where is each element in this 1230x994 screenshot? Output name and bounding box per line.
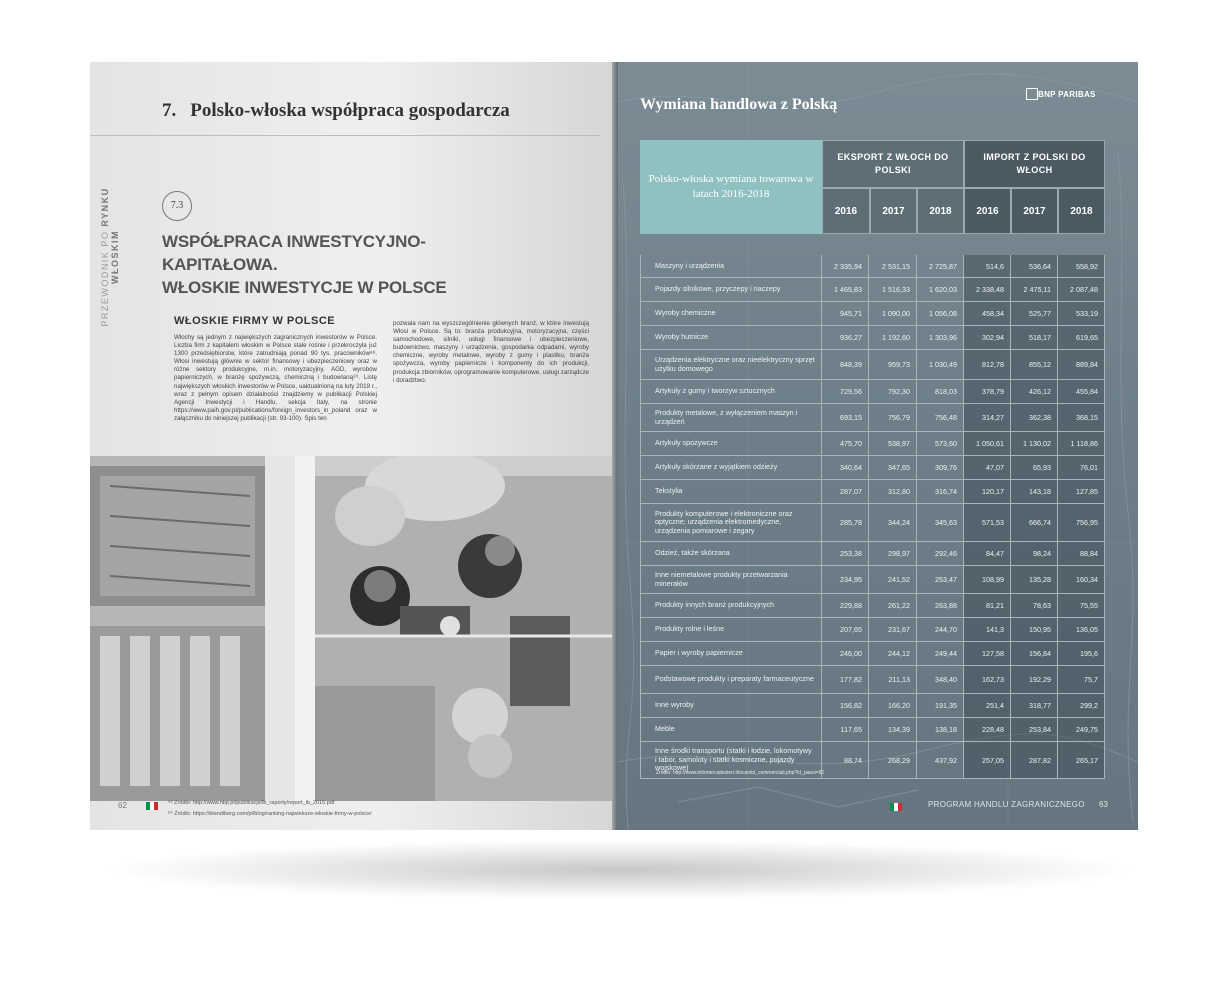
row-label: Produkty komputerowe i elektroniczne oraz optyczne; urządzenia elektromedyczne, urządzenia pomiarowe i zegary — [640, 504, 822, 541]
import-value-cell: 362,38 — [1011, 404, 1058, 431]
row-label: Podstawowe produkty i preparaty farmaceutyczne — [640, 666, 822, 693]
export-value-cell: 340,64 — [822, 456, 869, 479]
export-value-cell: 437,92 — [917, 742, 964, 778]
table-row — [640, 666, 1105, 694]
row-label: Produkty rolne i leśne — [640, 618, 822, 641]
export-value-cell: 156,82 — [822, 694, 869, 717]
export-value-cell: 2 335,94 — [822, 255, 869, 277]
import-value-cell: 84,47 — [964, 542, 1011, 565]
section-number-badge: 7.3 — [162, 191, 192, 221]
book-shadow — [100, 840, 1140, 900]
export-group-header: EKSPORT Z WŁOCH DO POLSKI — [822, 140, 964, 188]
chapter-number: 7. — [162, 100, 177, 121]
import-value-cell: 2 475,11 — [1011, 278, 1058, 301]
export-value-cell: 573,60 — [917, 432, 964, 455]
header-rule — [90, 135, 600, 136]
export-value-cell: 1 192,60 — [870, 326, 917, 349]
import-value-cell: 426,12 — [1011, 380, 1058, 403]
import-value-cell: 257,05 — [964, 742, 1011, 778]
import-value-cell: 558,92 — [1058, 255, 1105, 277]
footer-program-label: PROGRAM HANDLU ZAGRANICZNEGO — [928, 800, 1085, 809]
chapter-title — [162, 100, 510, 122]
table-row — [640, 718, 1105, 742]
import-value-cell: 287,82 — [1011, 742, 1058, 778]
export-value-cell: 292,46 — [917, 542, 964, 565]
year-header: 2016 — [822, 188, 870, 234]
year-header: 2016 — [964, 188, 1011, 234]
export-value-cell: 1 465,83 — [822, 278, 869, 301]
export-value-cell: 312,80 — [870, 480, 917, 503]
export-value-cell: 316,74 — [917, 480, 964, 503]
row-label: Artykuły spożywcze — [640, 432, 822, 455]
table-row — [640, 618, 1105, 642]
export-value-cell: 756,79 — [870, 404, 917, 431]
import-value-cell: 76,01 — [1058, 456, 1105, 479]
export-value-cell: 287,07 — [822, 480, 869, 503]
export-value-cell: 138,18 — [917, 718, 964, 741]
export-value-cell: 263,88 — [917, 594, 964, 617]
import-value-cell: 2 087,48 — [1058, 278, 1105, 301]
import-value-cell: 141,3 — [964, 618, 1011, 641]
row-label: Inne niemetalowe produkty przetwarzania minerałów — [640, 566, 822, 593]
export-value-cell: 191,35 — [917, 694, 964, 717]
export-value-cell: 234,95 — [822, 566, 869, 593]
side-guide-label: PRZEWODNIK PO RYNKU WŁOSKIM — [100, 187, 120, 327]
import-value-cell: 812,78 — [964, 350, 1011, 379]
export-value-cell: 166,20 — [870, 694, 917, 717]
import-value-cell: 251,4 — [964, 694, 1011, 717]
table-row — [640, 302, 1105, 326]
export-value-cell: 309,76 — [917, 456, 964, 479]
trade-table-body — [640, 255, 1105, 779]
export-value-cell: 729,56 — [822, 380, 869, 403]
factory-photo — [90, 456, 615, 801]
export-value-cell: 475,70 — [822, 432, 869, 455]
table-row — [640, 404, 1105, 432]
import-value-cell: 1 130,02 — [1011, 432, 1058, 455]
import-value-cell: 150,95 — [1011, 618, 1058, 641]
table-row — [640, 566, 1105, 594]
import-value-cell: 302,94 — [964, 326, 1011, 349]
export-value-cell: 2 725,87 — [917, 255, 964, 277]
row-label: Wyroby chemiczne — [640, 302, 822, 325]
import-value-cell: 192,29 — [1011, 666, 1058, 693]
row-label: Inne wyroby — [640, 694, 822, 717]
export-value-cell: 1 090,00 — [870, 302, 917, 325]
export-value-cell: 936,27 — [822, 326, 869, 349]
subheading: WŁOSKIE FIRMY W POLSCE — [174, 315, 336, 327]
year-header: 2017 — [870, 188, 917, 234]
export-value-cell: 229,88 — [822, 594, 869, 617]
import-value-cell: 75,55 — [1058, 594, 1105, 617]
row-label: Pojazdy silnikowe, przyczepy i naczepy — [640, 278, 822, 301]
import-value-cell: 368,15 — [1058, 404, 1105, 431]
export-value-cell: 345,63 — [917, 504, 964, 541]
import-value-cell: 127,85 — [1058, 480, 1105, 503]
import-value-cell: 1 050,61 — [964, 432, 1011, 455]
export-value-cell: 253,38 — [822, 542, 869, 565]
export-value-cell: 538,97 — [870, 432, 917, 455]
export-value-cell: 348,40 — [917, 666, 964, 693]
export-value-cell: 1 620,03 — [917, 278, 964, 301]
right-page — [618, 62, 1138, 830]
export-value-cell: 693,15 — [822, 404, 869, 431]
import-value-cell: 228,48 — [964, 718, 1011, 741]
table-row — [640, 594, 1105, 618]
chapter-title-text: Polsko-włoska współpraca gospodarcza — [190, 100, 510, 121]
import-value-cell: 889,84 — [1058, 350, 1105, 379]
export-value-cell: 231,67 — [870, 618, 917, 641]
table-row — [640, 642, 1105, 666]
table-row — [640, 380, 1105, 404]
table-row — [640, 432, 1105, 456]
bnp-logo-icon — [1026, 88, 1038, 100]
import-value-cell: 299,2 — [1058, 694, 1105, 717]
table-row — [640, 542, 1105, 566]
export-value-cell: 285,78 — [822, 504, 869, 541]
italy-flag-icon — [890, 803, 902, 811]
import-value-cell: 571,53 — [964, 504, 1011, 541]
import-value-cell: 78,63 — [1011, 594, 1058, 617]
import-value-cell: 135,28 — [1011, 566, 1058, 593]
year-header: 2018 — [1058, 188, 1105, 234]
export-value-cell: 959,73 — [870, 350, 917, 379]
export-value-cell: 88,74 — [822, 742, 869, 778]
export-value-cell: 298,97 — [870, 542, 917, 565]
export-value-cell: 241,52 — [870, 566, 917, 593]
export-value-cell: 756,48 — [917, 404, 964, 431]
row-label: Inne środki transportu (statki i łodzie, lokomotywy i tabor, samoloty i statki kosmiczne, pojazdy wojskowe) — [640, 742, 822, 778]
footnote-1: ⁸⁸ Źródło: http://www.nbp.pl/publikacje/lb_raporty/report_ib_2016.pdf — [168, 800, 335, 806]
import-value-cell: 120,17 — [964, 480, 1011, 503]
export-value-cell: 253,47 — [917, 566, 964, 593]
italy-flag-icon — [146, 802, 158, 810]
row-label: Papier i wyroby papiernicze — [640, 642, 822, 665]
import-value-cell: 518,17 — [1011, 326, 1058, 349]
import-value-cell: 666,74 — [1011, 504, 1058, 541]
export-value-cell: 1 056,08 — [917, 302, 964, 325]
import-value-cell: 455,84 — [1058, 380, 1105, 403]
row-label: Wyroby hutnicze — [640, 326, 822, 349]
export-value-cell: 207,65 — [822, 618, 869, 641]
export-value-cell: 246,00 — [822, 642, 869, 665]
export-value-cell: 344,24 — [870, 504, 917, 541]
import-value-cell: 65,93 — [1011, 456, 1058, 479]
export-value-cell: 177,82 — [822, 666, 869, 693]
row-label: Tekstylia — [640, 480, 822, 503]
import-value-cell: 98,24 — [1011, 542, 1058, 565]
table-row — [640, 255, 1105, 278]
import-value-cell: 855,12 — [1011, 350, 1058, 379]
import-value-cell: 1 118,86 — [1058, 432, 1105, 455]
footnote-2: ⁸⁹ Źródło: https://blandiberg.com/pl/blog/ranking-najwieksze-wloskie-firmy-w-polsce/ — [168, 811, 372, 817]
export-value-cell: 2 531,15 — [870, 255, 917, 277]
table-row — [640, 694, 1105, 718]
table-row — [640, 480, 1105, 504]
import-value-cell: 458,34 — [964, 302, 1011, 325]
export-value-cell: 244,70 — [917, 618, 964, 641]
export-value-cell: 945,71 — [822, 302, 869, 325]
page-number-left: 62 — [118, 801, 127, 810]
import-value-cell: 127,58 — [964, 642, 1011, 665]
import-value-cell: 318,77 — [1011, 694, 1058, 717]
import-value-cell: 314,27 — [964, 404, 1011, 431]
table-row — [640, 456, 1105, 480]
export-value-cell: 117,65 — [822, 718, 869, 741]
table-source: Źródło: http://www.infomercatiesteri.it/scambi_commerciali.php?id_paesi=81 — [656, 770, 825, 776]
import-value-cell: 47,07 — [964, 456, 1011, 479]
import-value-cell: 253,84 — [1011, 718, 1058, 741]
import-value-cell: 536,64 — [1011, 255, 1058, 277]
import-value-cell: 525,77 — [1011, 302, 1058, 325]
import-value-cell: 514,6 — [964, 255, 1011, 277]
export-value-cell: 1 516,33 — [870, 278, 917, 301]
import-value-cell: 136,05 — [1058, 618, 1105, 641]
export-value-cell: 848,39 — [822, 350, 869, 379]
export-value-cell: 244,12 — [870, 642, 917, 665]
import-group-header: IMPORT Z POLSKI DO WŁOCH — [964, 140, 1105, 188]
import-value-cell: 88,84 — [1058, 542, 1105, 565]
import-value-cell: 265,17 — [1058, 742, 1105, 778]
table-row — [640, 504, 1105, 542]
table-title: Polsko-włoska wymiana towarowa w latach 2016-2018 — [640, 140, 822, 234]
import-value-cell: 378,79 — [964, 380, 1011, 403]
export-value-cell: 818,03 — [917, 380, 964, 403]
row-label: Meble — [640, 718, 822, 741]
row-label: Artykuły skórzane z wyjątkiem odzieży — [640, 456, 822, 479]
import-value-cell: 75,7 — [1058, 666, 1105, 693]
page-number-right: 63 — [1099, 800, 1108, 809]
row-label: Urządzenia elektryczne oraz nieelektryczny sprzęt użytku domowego — [640, 350, 822, 379]
body-column-2: pozwala nam na wyszczególnienie głównych branż, w które inwestują Włosi w Polsce. Są to: branża produkcyjna, motoryzacyjna, części samochodowe, silniki, usługi finansowe i ubezpieczeniowe, budownictwo, maszyny i urządzenia, gospodarka odpadami, wyroby chemiczne, wyroby metalowe, wyroby z gumy i plastiku, branża spożywcza, wyroby papiernicze i komponenty do ich produkcji, produkcja zbiorników, oprogramowanie komputerowe, usługi zarządcze i doradztwo. — [393, 320, 589, 384]
export-value-cell: 1 303,96 — [917, 326, 964, 349]
import-value-cell: 156,84 — [1011, 642, 1058, 665]
row-label: Produkty metalowe, z wyłączeniem maszyn i urządzeń — [640, 404, 822, 431]
table-row — [640, 326, 1105, 350]
row-label: Artykuły z gumy i tworzyw sztucznych — [640, 380, 822, 403]
import-value-cell: 756,95 — [1058, 504, 1105, 541]
body-column-1: Włochy są jednym z największych zagranicznych inwestorów w Polsce. Liczba firm z kapitałem włoskim w Polsce stale rośnie i przekroczyła już 1300 przedsiębiorstw, które zatrudniają ponad 90 tys. pracowników⁸⁸. Włosi inwestują głównie w sektor finansowy i ubezpieczeniowy oraz w różne sektory produkcyjne, m.in. motoryzacyjny, AGD, wyrobów papierniczych, w branżę spożywczą, chemiczną i budowlaną⁸⁹. Listę największych włoskich inwestorów w Polsce, uaktualnioną na luty 2019 r., wraz z pełnym opisem działalności znajdziemy w publikacji Polskiej Agencji Inwestycji i Handlu, sekcja Italy, na stronie https://www.paih.gov.pl/publications/foreign_investors_in_poland oraz w załączniku do niniejszej publikacji (str. 93-100). Spis ten — [174, 334, 377, 422]
import-value-cell: 619,65 — [1058, 326, 1105, 349]
import-value-cell: 249,75 — [1058, 718, 1105, 741]
year-header: 2017 — [1011, 188, 1058, 234]
import-value-cell: 81,21 — [964, 594, 1011, 617]
import-value-cell: 108,99 — [964, 566, 1011, 593]
export-value-cell: 1 030,49 — [917, 350, 964, 379]
import-value-cell: 143,18 — [1011, 480, 1058, 503]
left-page — [90, 62, 615, 830]
import-value-cell: 195,6 — [1058, 642, 1105, 665]
export-value-cell: 268,29 — [870, 742, 917, 778]
export-value-cell: 792,30 — [870, 380, 917, 403]
section-title: WSPÓŁPRACA INWESTYCYJNO-KAPITAŁOWA. WŁOSKIE INWESTYCJE W POLSCE — [162, 232, 447, 297]
export-value-cell: 134,39 — [870, 718, 917, 741]
import-value-cell: 162,73 — [964, 666, 1011, 693]
year-header: 2018 — [917, 188, 964, 234]
table-header — [640, 140, 1105, 234]
row-label: Produkty innych branż produkcyjnych — [640, 594, 822, 617]
import-value-cell: 533,19 — [1058, 302, 1105, 325]
import-value-cell: 160,34 — [1058, 566, 1105, 593]
brand-logo-text: BNP PARIBAS — [1038, 90, 1096, 99]
export-value-cell: 347,65 — [870, 456, 917, 479]
row-label: Maszyny i urządzenia — [640, 255, 822, 277]
right-page-title: Wymiana handlowa z Polską — [640, 96, 838, 113]
table-row — [640, 278, 1105, 302]
import-value-cell: 2 338,48 — [964, 278, 1011, 301]
table-row — [640, 350, 1105, 380]
export-value-cell: 261,22 — [870, 594, 917, 617]
export-value-cell: 211,13 — [870, 666, 917, 693]
row-label: Odzież, także skórzana — [640, 542, 822, 565]
export-value-cell: 249,44 — [917, 642, 964, 665]
